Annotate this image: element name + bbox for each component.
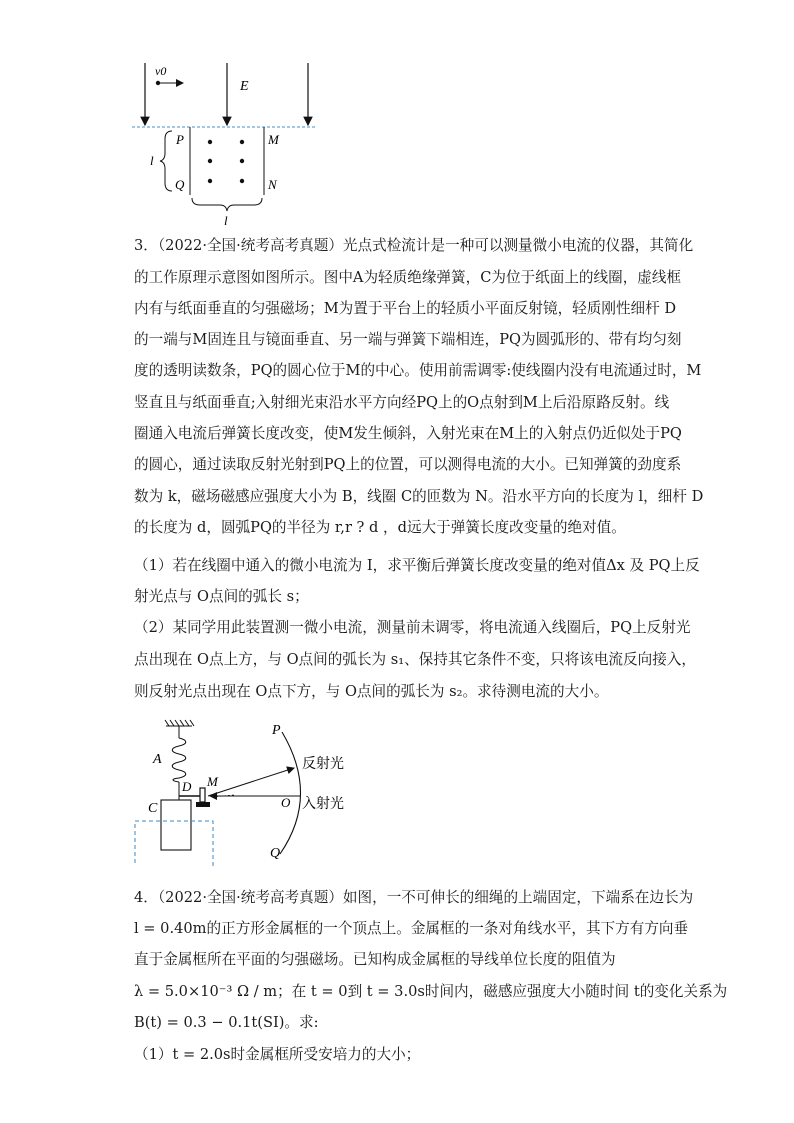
magnetic-field-dots bbox=[208, 140, 244, 183]
reflected-ray bbox=[208, 768, 294, 796]
q3-sub1-line: （1）若在线圈中通入的微小电流为 I，求平衡后弹簧长度改变量的绝对值Δx 及 PQ上反 bbox=[134, 557, 700, 574]
incident-light-label: 入射光 bbox=[302, 797, 344, 812]
q3-line: 圈通入电流后弹簧长度改变，使M发生倾斜，入射光束在M上的入射点仍近似处于PQ bbox=[134, 425, 682, 442]
q3-line: 竖直且与纸面垂直;入射细光束沿水平方向经PQ上的O点射到M上后沿原路反射。线 bbox=[134, 394, 670, 411]
q4-line: λ = 5.0×10⁻³ Ω / m；在 t = 0到 t = 3.0s时间内，磁感应强度大小随时间 t的变化关系为 bbox=[134, 983, 728, 1000]
q4-line: B(t) = 0.3 − 0.1t(SI)。求: bbox=[134, 1014, 319, 1031]
ceiling-support bbox=[165, 720, 194, 738]
bottom-brace bbox=[192, 198, 262, 211]
m-label: M bbox=[207, 774, 218, 789]
figure-electric-magnetic-field bbox=[120, 55, 330, 230]
spring-a bbox=[172, 738, 186, 782]
q3-sub1-line: 射光点与 O点间的弧长 s； bbox=[134, 588, 309, 605]
q3-line: 数为 k，磁场磁感应强度大小为 B，线圈 C的匝数为 N。沿水平方向的长度为 l，细杆 D bbox=[134, 488, 704, 505]
particle-dot bbox=[156, 81, 160, 85]
q3-line: 的圆心，通过读取反射光射到PQ上的位置，可以测得电流的大小。已知弹簧的劲度系 bbox=[134, 456, 682, 473]
q3-line: 的长度为 d，圆弧PQ的半径为 r,r ? d ，d远大于弹簧长度改变量的绝对值。 bbox=[134, 519, 626, 536]
n-label: N bbox=[268, 177, 277, 192]
q-label: Q bbox=[270, 846, 281, 861]
q4-line: （1）t = 2.0s时金属框所受安培力的大小； bbox=[134, 1046, 421, 1063]
v0-label: v0 bbox=[155, 64, 167, 78]
a-label: A bbox=[153, 752, 162, 767]
d-label: D bbox=[182, 779, 192, 794]
o-label: O bbox=[281, 795, 291, 810]
q3-sub2-line: 则反射光点出现在 O点下方，与 O点间的弧长为 s₂。求待测电流的大小。 bbox=[134, 683, 609, 700]
q3-line: 内有与纸面垂直的匀强磁场；M为置于平台上的轻质小平面反射镜，轻质刚性细杆 D bbox=[134, 300, 677, 317]
q4-line: 4．（2022·全国·统考高考真题）如图，一不可伸长的细绳的上端固定，下端系在边长为 bbox=[134, 889, 694, 906]
q3-sub2-line: 点出现在 O点上方，与 O点间的弧长为 s₁、保持其它条件不变，只将该电流反向接入， bbox=[134, 651, 696, 668]
mirror-m bbox=[200, 788, 205, 802]
q3-line: 度的透明读数条，PQ的圆心位于M的中心。使用前需调零:使线圈内没有电流通过时，M bbox=[134, 362, 702, 379]
q3-line: 3．（2022·全国·统考高考真题）光点式检流计是一种可以测量微小电流的仪器，其简化 bbox=[134, 237, 694, 254]
q-label: Q bbox=[175, 177, 185, 192]
arc-pq bbox=[280, 732, 301, 854]
l-left-label: l bbox=[150, 153, 154, 168]
coil-c bbox=[161, 800, 191, 850]
e-label: E bbox=[240, 79, 249, 94]
c-label: C bbox=[148, 801, 158, 816]
left-brace bbox=[160, 131, 172, 191]
m-label: M bbox=[268, 132, 279, 147]
figure-galvanometer bbox=[130, 716, 370, 866]
p-label: P bbox=[176, 132, 184, 147]
l-bottom-label: l bbox=[224, 213, 228, 228]
q3-sub2-line: （2）某同学用此装置测一微小电流，测量前未调零，将电流通入线圈后，PQ上反射光 bbox=[134, 619, 691, 636]
q3-line: 的一端与M固连且与镜面垂直、另一端与弹簧下端相连，PQ为圆弧形的、带有均匀刻 bbox=[134, 331, 682, 348]
q4-line: 直于金属框所在平面的匀强磁场。已知构成金属框的导线单位长度的阻值为 bbox=[134, 951, 616, 968]
reflected-light-label: 反射光 bbox=[302, 757, 344, 772]
platform bbox=[196, 802, 210, 807]
p-label: P bbox=[272, 723, 281, 738]
q3-line: 的工作原理示意图如图所示。图中A为轻质绝缘弹簧，C为位于纸面上的线圈，虚线框 bbox=[134, 269, 682, 286]
q4-line: l = 0.40m的正方形金属框的一个顶点上。金属框的一条对角线水平，其下方有方向垂 bbox=[134, 920, 689, 937]
